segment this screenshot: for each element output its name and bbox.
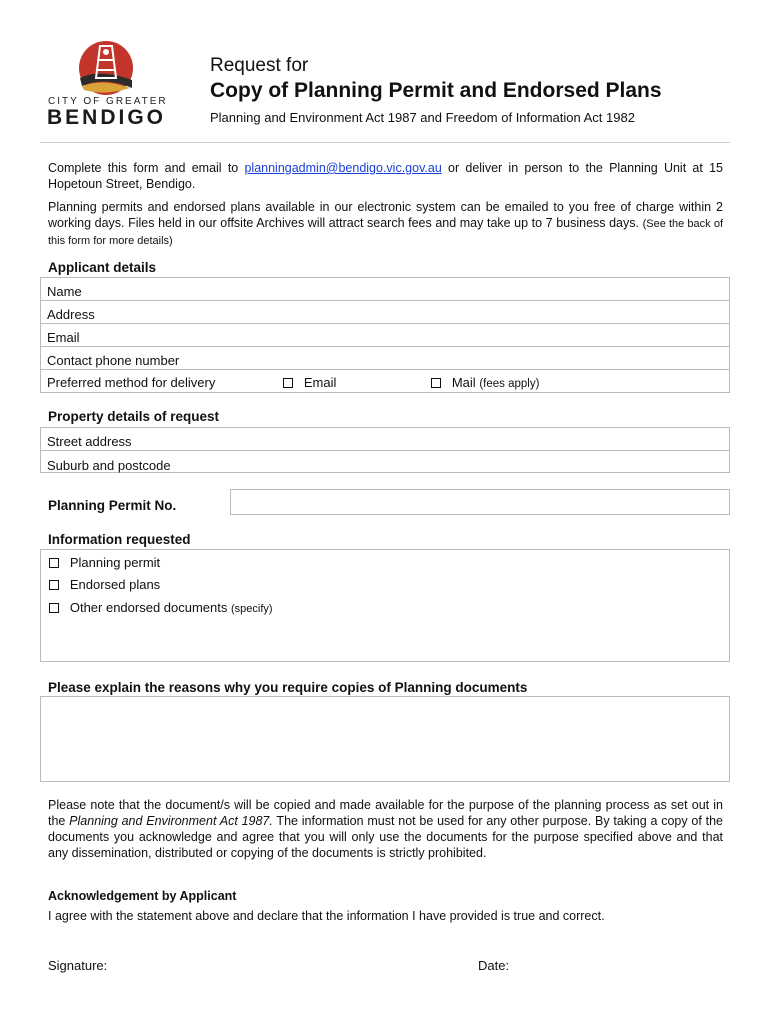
other-documents-note: (specify) (231, 603, 273, 615)
email-checkbox[interactable] (283, 378, 293, 388)
address-label: Address (47, 307, 95, 322)
mail-option-label: Mail (451, 375, 476, 390)
delivery-option-mail[interactable] (431, 370, 539, 397)
intro-text-1b: or deliver in person to the Planning Unit at 15 Hopetoun Street, Bendigo. (48, 161, 723, 191)
page-title: Copy of Planning Permit and Endorsed Plans (210, 79, 662, 102)
intro-text-2-note: (See the back of this form for more details) (48, 218, 724, 247)
acknowledgement-heading: Acknowledgement by Applicant (48, 889, 237, 903)
act-line: Planning and Environment Act 1987 and Freedom of Information Act 1982 (210, 110, 635, 125)
street-address-label: Street address (47, 434, 132, 449)
delivery-label: Preferred method for delivery (47, 375, 216, 390)
suburb-field[interactable] (41, 451, 729, 474)
phone-field[interactable] (41, 347, 729, 370)
note-act-italic: Planning and Environment Act 1987. (69, 814, 273, 828)
acknowledgement-text: I agree with the statement above and declare that the information I have provided is true and correct. (48, 909, 605, 923)
property-details-box (40, 427, 730, 473)
logo-big-text: BENDIGO (47, 106, 167, 129)
reasons-heading: Please explain the reasons why you require copies of Planning documents (48, 680, 528, 695)
address-field[interactable] (41, 301, 729, 324)
bendigo-logo-icon (44, 38, 169, 100)
permit-number-input[interactable] (230, 489, 730, 515)
endorsed-plans-label: Endorsed plans (69, 577, 161, 592)
suburb-label: Suburb and postcode (47, 458, 171, 473)
date-label: Date: (478, 958, 510, 973)
option-other-documents[interactable] (49, 600, 273, 615)
note-text-b: The information must not be used for any other purpose. By taking a copy of the documents you acknowledge and agree that you will only use the documents for the purpose specified above and that any dissemination, distributed or copying of the documents is strictly prohibited. (48, 814, 724, 860)
applicant-details-box (40, 277, 730, 393)
delivery-row (41, 370, 729, 394)
option-planning-permit[interactable] (49, 555, 160, 570)
option-endorsed-plans[interactable] (49, 577, 160, 592)
request-for-label: Request for (210, 55, 309, 76)
phone-label: Contact phone number (47, 353, 180, 368)
signature-label: Signature: (48, 958, 108, 973)
note-text-a: Please note that the document/s will be copied and made available for the purpose of the planning process as set out in the (48, 798, 723, 828)
mail-fees-note: (fees apply) (479, 378, 540, 390)
email-label: Email (47, 330, 80, 345)
city-logo (44, 38, 169, 128)
header-divider (40, 142, 730, 143)
intro-text-2: Planning permits and endorsed plans available in our electronic system can be emailed to you free of charge within 2 working days. Files held in our offsite Archives will attract search fees and may take up to 7 business days. (48, 200, 723, 230)
mail-checkbox[interactable] (431, 378, 441, 388)
permit-number-label: Planning Permit No. (48, 498, 177, 513)
property-heading: Property details of request (48, 409, 220, 424)
name-label: Name (47, 284, 82, 299)
email-field[interactable] (41, 324, 729, 347)
applicant-heading: Applicant details (48, 260, 157, 275)
info-requested-box (40, 549, 730, 662)
planning-permit-checkbox[interactable] (49, 558, 59, 568)
info-heading: Information requested (48, 532, 191, 547)
usage-note-paragraph (48, 797, 723, 861)
email-option-label: Email (303, 375, 337, 390)
intro-text-1a: Complete this form and email to (48, 161, 245, 175)
email-link[interactable]: planningadmin@bendigo.vic.gov.au (244, 161, 442, 175)
intro-paragraph-1 (48, 160, 723, 192)
other-documents-label: Other endorsed documents (69, 600, 228, 615)
name-field[interactable] (41, 278, 729, 301)
reasons-textarea[interactable] (40, 696, 730, 782)
intro-paragraph-2 (48, 199, 723, 249)
street-address-field[interactable] (41, 428, 729, 451)
other-documents-checkbox[interactable] (49, 603, 59, 613)
delivery-option-email[interactable] (283, 370, 336, 396)
planning-permit-label: Planning permit (69, 555, 161, 570)
logo-small-text: CITY OF GREATER (48, 96, 168, 107)
endorsed-plans-checkbox[interactable] (49, 580, 59, 590)
